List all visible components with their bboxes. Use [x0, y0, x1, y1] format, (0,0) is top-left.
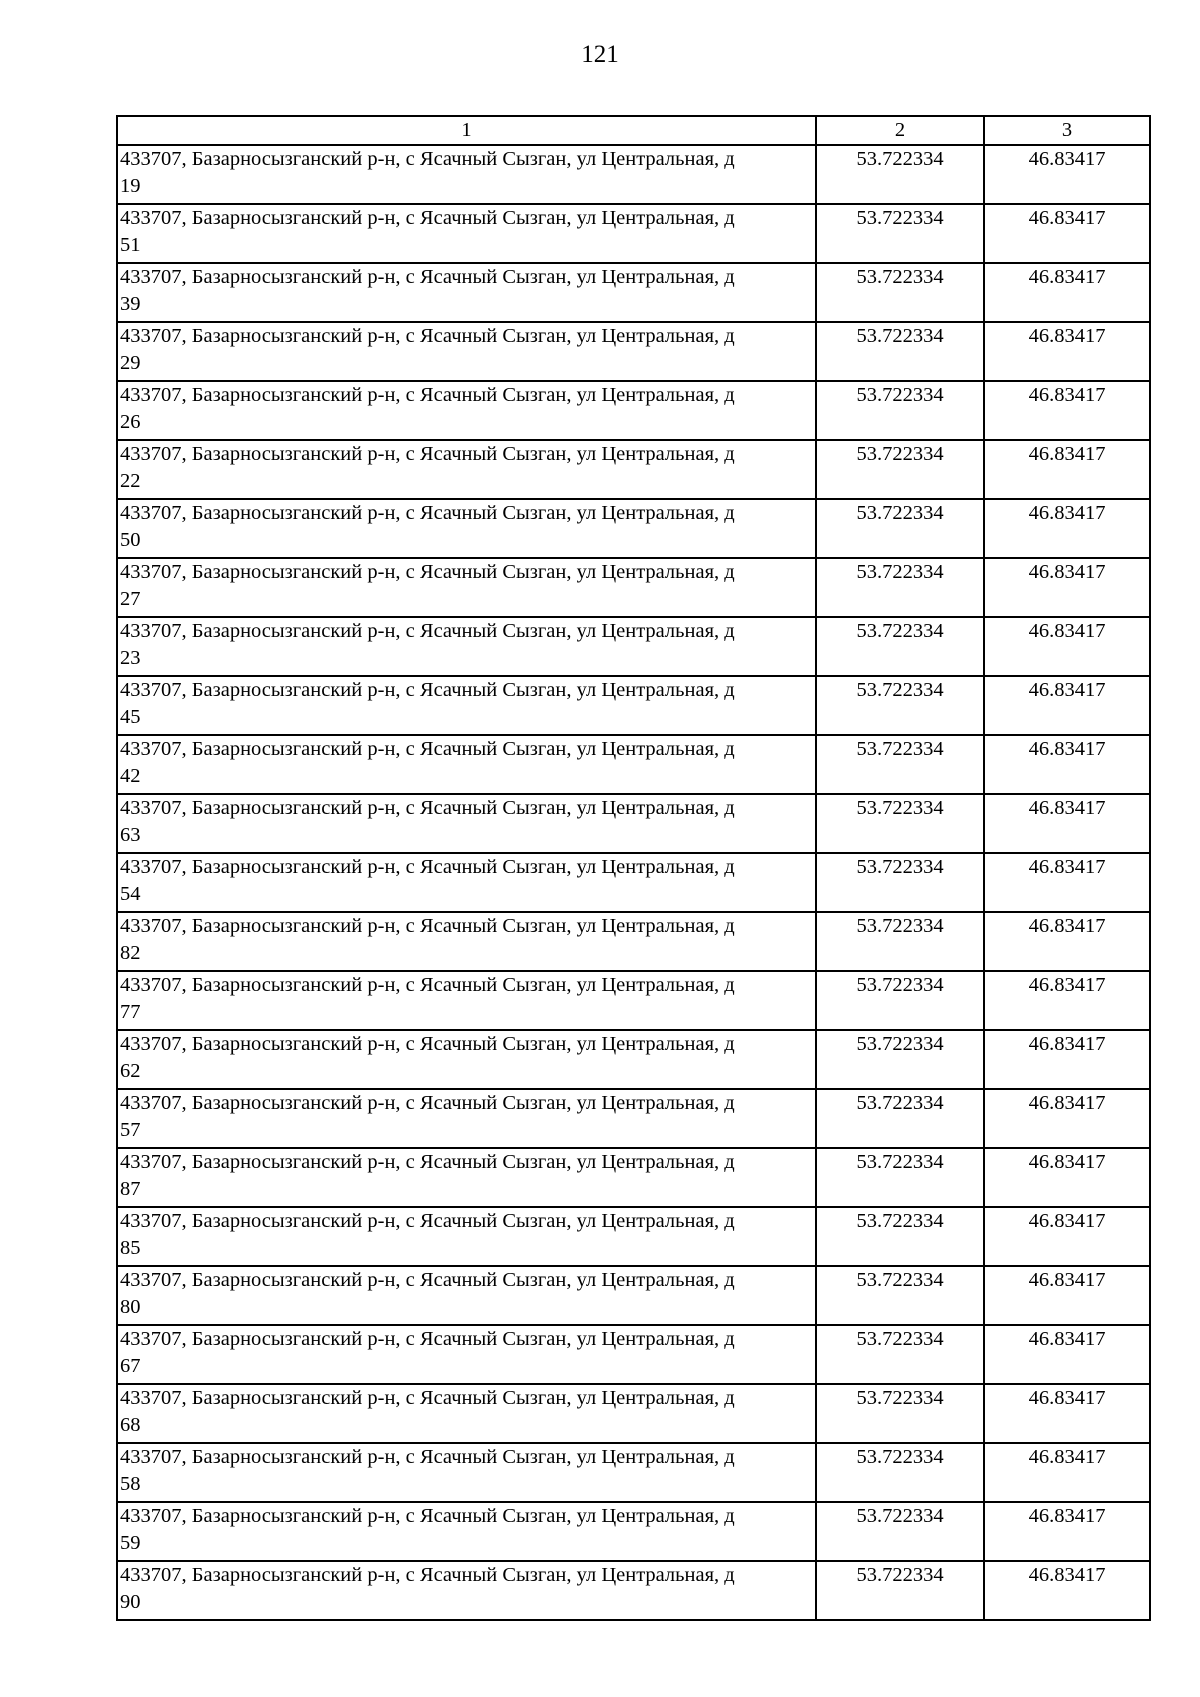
house-number: 39: [120, 293, 141, 315]
house-number: 42: [120, 765, 141, 787]
address-text: 433707, Базарносызганский р-н, с Ясачный Сызган, ул Центральная, д: [120, 679, 735, 701]
house-number: 87: [120, 1178, 141, 1200]
address-cell: [117, 322, 816, 381]
address-text: 433707, Базарносызганский р-н, с Ясачный Сызган, ул Центральная, д: [120, 915, 735, 937]
latitude-cell: 53.722334: [816, 794, 984, 853]
table-row: [117, 322, 1150, 381]
table-row: [117, 1502, 1150, 1561]
address-text: 433707, Базарносызганский р-н, с Ясачный Сызган, ул Центральная, д: [120, 974, 735, 996]
longitude-cell: 46.83417: [984, 912, 1150, 971]
address-cell: [117, 499, 816, 558]
house-number: 45: [120, 706, 141, 728]
house-number: 82: [120, 942, 141, 964]
latitude-cell: 53.722334: [816, 1089, 984, 1148]
address-cell: [117, 1443, 816, 1502]
longitude-cell: 46.83417: [984, 617, 1150, 676]
house-number: 26: [120, 411, 141, 433]
address-cell: [117, 145, 816, 204]
table-row: [117, 617, 1150, 676]
latitude-cell: 53.722334: [816, 1266, 984, 1325]
address-cell: [117, 1266, 816, 1325]
longitude-cell: 46.83417: [984, 1561, 1150, 1620]
table-row: [117, 440, 1150, 499]
table-row: [117, 1561, 1150, 1620]
address-text: 433707, Базарносызганский р-н, с Ясачный Сызган, ул Центральная, д: [120, 148, 735, 170]
table-row: [117, 971, 1150, 1030]
longitude-cell: 46.83417: [984, 1502, 1150, 1561]
house-number: 59: [120, 1532, 141, 1554]
house-number: 22: [120, 470, 141, 492]
address-text: 433707, Базарносызганский р-н, с Ясачный Сызган, ул Центральная, д: [120, 384, 735, 406]
address-cell: [117, 1502, 816, 1561]
house-number: 90: [120, 1591, 141, 1613]
address-cell: [117, 381, 816, 440]
longitude-cell: 46.83417: [984, 1443, 1150, 1502]
longitude-cell: 46.83417: [984, 1030, 1150, 1089]
table-row: [117, 1207, 1150, 1266]
house-number: 19: [120, 175, 141, 197]
latitude-cell: 53.722334: [816, 558, 984, 617]
latitude-cell: 53.722334: [816, 1325, 984, 1384]
header-row: [117, 116, 1150, 145]
table-row: [117, 1266, 1150, 1325]
latitude-cell: 53.722334: [816, 617, 984, 676]
table-body: [117, 145, 1150, 1620]
longitude-cell: 46.83417: [984, 145, 1150, 204]
longitude-cell: 46.83417: [984, 381, 1150, 440]
longitude-cell: 46.83417: [984, 1148, 1150, 1207]
house-number: 27: [120, 588, 141, 610]
latitude-cell: 53.722334: [816, 971, 984, 1030]
house-number: 57: [120, 1119, 141, 1141]
longitude-cell: 46.83417: [984, 971, 1150, 1030]
address-cell: [117, 1325, 816, 1384]
longitude-cell: 46.83417: [984, 1089, 1150, 1148]
address-cell: [117, 971, 816, 1030]
address-cell: [117, 1148, 816, 1207]
table-row: [117, 1443, 1150, 1502]
house-number: 51: [120, 234, 141, 256]
address-cell: [117, 1384, 816, 1443]
table-row: [117, 499, 1150, 558]
address-text: 433707, Базарносызганский р-н, с Ясачный Сызган, ул Центральная, д: [120, 1210, 735, 1232]
address-coordinates-table: [116, 115, 1151, 1621]
latitude-cell: 53.722334: [816, 204, 984, 263]
address-cell: [117, 204, 816, 263]
latitude-cell: 53.722334: [816, 1384, 984, 1443]
latitude-cell: 53.722334: [816, 1502, 984, 1561]
latitude-cell: 53.722334: [816, 1030, 984, 1089]
latitude-cell: 53.722334: [816, 735, 984, 794]
table-row: [117, 912, 1150, 971]
address-text: 433707, Базарносызганский р-н, с Ясачный Сызган, ул Центральная, д: [120, 443, 735, 465]
address-cell: [117, 794, 816, 853]
house-number: 50: [120, 529, 141, 551]
longitude-cell: 46.83417: [984, 263, 1150, 322]
address-text: 433707, Базарносызганский р-н, с Ясачный Сызган, ул Центральная, д: [120, 1092, 735, 1114]
address-cell: [117, 263, 816, 322]
address-cell: [117, 1089, 816, 1148]
longitude-cell: 46.83417: [984, 1266, 1150, 1325]
address-text: 433707, Базарносызганский р-н, с Ясачный Сызган, ул Центральная, д: [120, 797, 735, 819]
house-number: 80: [120, 1296, 141, 1318]
table-row: [117, 1148, 1150, 1207]
table-row: [117, 853, 1150, 912]
longitude-cell: 46.83417: [984, 440, 1150, 499]
address-cell: [117, 617, 816, 676]
address-text: 433707, Базарносызганский р-н, с Ясачный Сызган, ул Центральная, д: [120, 1033, 735, 1055]
latitude-cell: 53.722334: [816, 1148, 984, 1207]
address-cell: [117, 1030, 816, 1089]
house-number: 67: [120, 1355, 141, 1377]
address-text: 433707, Базарносызганский р-н, с Ясачный Сызган, ул Центральная, д: [120, 620, 735, 642]
address-text: 433707, Базарносызганский р-н, с Ясачный Сызган, ул Центральная, д: [120, 207, 735, 229]
house-number: 63: [120, 824, 141, 846]
address-cell: [117, 1561, 816, 1620]
table-row: [117, 735, 1150, 794]
address-text: 433707, Базарносызганский р-н, с Ясачный Сызган, ул Центральная, д: [120, 325, 735, 347]
column-header-3: 3: [984, 116, 1150, 145]
address-cell: [117, 558, 816, 617]
latitude-cell: 53.722334: [816, 499, 984, 558]
latitude-cell: 53.722334: [816, 676, 984, 735]
latitude-cell: 53.722334: [816, 322, 984, 381]
address-text: 433707, Базарносызганский р-н, с Ясачный Сызган, ул Центральная, д: [120, 502, 735, 524]
table-row: [117, 381, 1150, 440]
longitude-cell: 46.83417: [984, 794, 1150, 853]
house-number: 29: [120, 352, 141, 374]
latitude-cell: 53.722334: [816, 440, 984, 499]
latitude-cell: 53.722334: [816, 381, 984, 440]
table-row: [117, 558, 1150, 617]
address-cell: [117, 440, 816, 499]
table-row: [117, 263, 1150, 322]
address-text: 433707, Базарносызганский р-н, с Ясачный Сызган, ул Центральная, д: [120, 266, 735, 288]
address-text: 433707, Базарносызганский р-н, с Ясачный Сызган, ул Центральная, д: [120, 856, 735, 878]
latitude-cell: 53.722334: [816, 145, 984, 204]
address-cell: [117, 912, 816, 971]
table-row: [117, 676, 1150, 735]
house-number: 23: [120, 647, 141, 669]
latitude-cell: 53.722334: [816, 1443, 984, 1502]
latitude-cell: 53.722334: [816, 1207, 984, 1266]
address-cell: [117, 1207, 816, 1266]
house-number: 68: [120, 1414, 141, 1436]
table-row: [117, 1325, 1150, 1384]
longitude-cell: 46.83417: [984, 1207, 1150, 1266]
table-row: [117, 1384, 1150, 1443]
house-number: 62: [120, 1060, 141, 1082]
address-text: 433707, Базарносызганский р-н, с Ясачный Сызган, ул Центральная, д: [120, 1269, 735, 1291]
longitude-cell: 46.83417: [984, 204, 1150, 263]
table-row: [117, 1030, 1150, 1089]
address-text: 433707, Базарносызганский р-н, с Ясачный Сызган, ул Центральная, д: [120, 561, 735, 583]
longitude-cell: 46.83417: [984, 853, 1150, 912]
table-row: [117, 1089, 1150, 1148]
house-number: 85: [120, 1237, 141, 1259]
table-row: [117, 794, 1150, 853]
longitude-cell: 46.83417: [984, 1384, 1150, 1443]
latitude-cell: 53.722334: [816, 912, 984, 971]
longitude-cell: 46.83417: [984, 558, 1150, 617]
page-number: 121: [581, 41, 619, 68]
house-number: 54: [120, 883, 141, 905]
longitude-cell: 46.83417: [984, 676, 1150, 735]
address-text: 433707, Базарносызганский р-н, с Ясачный Сызган, ул Центральная, д: [120, 1446, 735, 1468]
address-text: 433707, Базарносызганский р-н, с Ясачный Сызган, ул Центральная, д: [120, 1387, 735, 1409]
address-text: 433707, Базарносызганский р-н, с Ясачный Сызган, ул Центральная, д: [120, 1328, 735, 1350]
address-text: 433707, Базарносызганский р-н, с Ясачный Сызган, ул Центральная, д: [120, 1505, 735, 1527]
longitude-cell: 46.83417: [984, 322, 1150, 381]
column-header-2: 2: [816, 116, 984, 145]
table-header: [117, 116, 1150, 145]
latitude-cell: 53.722334: [816, 853, 984, 912]
house-number: 77: [120, 1001, 141, 1023]
column-header-1: 1: [117, 116, 816, 145]
address-text: 433707, Базарносызганский р-н, с Ясачный Сызган, ул Центральная, д: [120, 1564, 735, 1586]
table-row: [117, 204, 1150, 263]
address-text: 433707, Базарносызганский р-н, с Ясачный Сызган, ул Центральная, д: [120, 1151, 735, 1173]
table-row: [117, 145, 1150, 204]
address-cell: [117, 853, 816, 912]
latitude-cell: 53.722334: [816, 263, 984, 322]
address-text: 433707, Базарносызганский р-н, с Ясачный Сызган, ул Центральная, д: [120, 738, 735, 760]
address-cell: [117, 735, 816, 794]
longitude-cell: 46.83417: [984, 1325, 1150, 1384]
address-cell: [117, 676, 816, 735]
house-number: 58: [120, 1473, 141, 1495]
longitude-cell: 46.83417: [984, 499, 1150, 558]
latitude-cell: 53.722334: [816, 1561, 984, 1620]
longitude-cell: 46.83417: [984, 735, 1150, 794]
